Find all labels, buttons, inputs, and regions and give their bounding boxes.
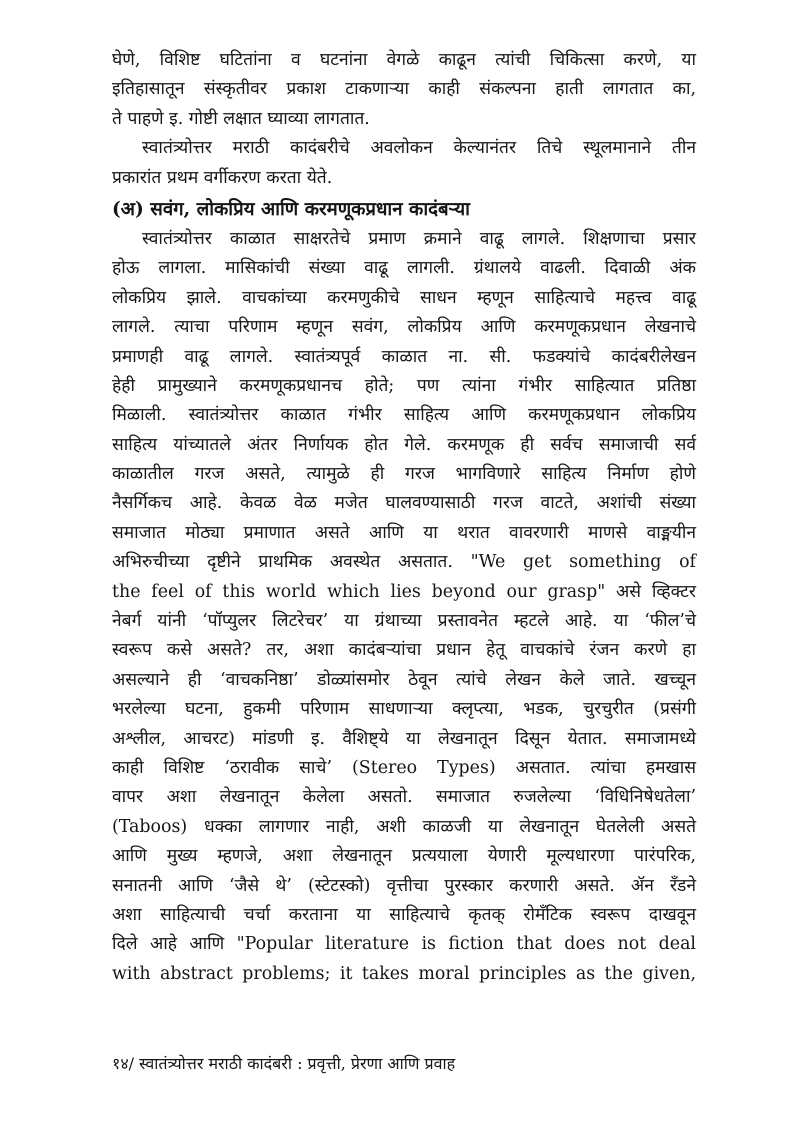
text-line: मिळाली. स्वातंत्र्योत्तर काळात गंभीर साहित्य आणि करमणूकप्रधान लोकप्रिय — [112, 405, 696, 426]
text-line: स्वातंत्र्योत्तर मराठी कादंबरीचे अवलोकन केल्यानंतर तिचे स्थूलमानाने तीन — [142, 138, 696, 159]
text-line: अभिरुचीच्या दृष्टीने प्राथमिक अवस्थेत असतात. "We get something of — [112, 552, 696, 573]
text-line: वापर अशा लेखनातून केलेला असतो. समाजात रुजलेल्या ‘विधिनिषेधतेला’ — [112, 787, 696, 808]
text-line: (Taboos) धक्का लागणार नाही, अशी काळजी या लेखनातून घेतलेली असते — [112, 816, 696, 837]
text-line: काही विशिष्ट ‘ठरावीक साचे’ (Stereo Types) असतात. त्यांचा हमखास — [112, 757, 696, 778]
page-footer: १४/ स्वातंत्र्योत्तर मराठी कादंबरी : प्रवृत्ती, प्रेरणा आणि प्रवाह — [112, 1054, 456, 1073]
classification-paragraph — [112, 134, 696, 193]
text-line: लागले. त्याचा परिणाम म्हणून सवंग, लोकप्रिय आणि करमणूकप्रधान लेखनाचे — [112, 317, 696, 338]
text-line: अश्लील, आचरट) मांडणी इ. वैशिष्ट्ये या लेखनातून दिसून येतात. समाजामध्ये — [112, 728, 696, 749]
text-line: भरलेल्या घटना, हुकमी परिणाम साधणाऱ्या क्लृप्त्या, भडक, चुरचुरीत (प्रसंगी — [112, 699, 696, 720]
text-line: घेणे, विशिष्ट घटितांना व घटनांना वेगळे काढून त्यांची चिकित्सा करणे, या — [112, 50, 696, 70]
text-line: हेही प्रामुख्याने करमणूकप्रधानच होते; पण त्यांना गंभीर साहित्यात प्रतिष्ठा — [112, 375, 696, 396]
text-line: आणि मुख्य म्हणजे, अशा लेखनातून प्रत्ययाला येणारी मूल्यधारणा पारंपरिक, — [112, 846, 696, 867]
text-line: होऊ लागला. मासिकांची संख्या वाढू लागली. ग्रंथालये वाढली. दिवाळी अंक — [112, 258, 696, 279]
text-line: प्रकारांत प्रथम वर्गीकरण करता येते. — [112, 167, 333, 188]
intro-paragraph — [112, 46, 696, 134]
text-line: सनातनी आणि ‘जैसे थे’ (स्टेटस्को) वृत्तीचा पुरस्कार करणारी असते. ॲन रँडने — [112, 875, 696, 896]
text-line: नैसर्गिकच आहे. केवळ वेळ मजेत घालवण्यासाठी गरज वाटते, अशांची संख्या — [112, 493, 696, 514]
page-body — [112, 46, 696, 989]
text-line: काळातील गरज असते, त्यामुळे ही गरज भागविणारे साहित्य निर्माण होणे — [112, 464, 696, 485]
text-line: साहित्य यांच्यातले अंतर निर्णायक होत गेले. करमणूक ही सर्वच समाजाची सर्व — [112, 434, 696, 455]
text-line: इतिहासातून संस्कृतीवर प्रकाश टाकणाऱ्या काही संकल्पना हाती लागतात का, — [112, 79, 696, 100]
text-line: नेबर्ग यांनी ‘पॉप्युलर लिटरेचर’ या ग्रंथाच्या प्रस्तावनेत म्हटले आहे. या ‘फील’चे — [112, 611, 696, 632]
text-line: लोकप्रिय झाले. वाचकांच्या करमणुकीचे साधन म्हणून साहित्याचे महत्त्व वाढू — [112, 287, 696, 308]
text-line: समाजात मोठ्या प्रमाणात असते आणि या थरात वावरणारी माणसे वाङ्मयीन — [112, 522, 696, 543]
text-line: the feel of this world which lies beyond our grasp" असे व्हिक्टर — [112, 581, 696, 602]
body-paragraph — [112, 225, 696, 989]
text-line: प्रमाणही वाढू लागले. स्वातंत्र्यपूर्व काळात ना. सी. फडक्यांचे कादंबरीलेखन — [112, 346, 696, 367]
text-line: अशा साहित्याची चर्चा करताना या साहित्याचे कृतक् रोमँटिक स्वरूप दाखवून — [112, 904, 696, 925]
section-heading: (अ) सवंग, लोकप्रिय आणि करमणूकप्रधान कादंबऱ्या — [112, 198, 470, 220]
text-line: स्वातंत्र्योत्तर काळात साक्षरतेचे प्रमाण क्रमाने वाढू लागले. शिक्षणाचा प्रसार — [142, 228, 696, 249]
text-line: ते पाहणे इ. गोष्टी लक्षात घ्याव्या लागतात. — [112, 108, 370, 129]
text-line: स्वरूप कसे असते? तर, अशा कादंबऱ्यांचा प्रधान हेतू वाचकांचे रंजन करणे हा — [112, 640, 696, 661]
text-line: दिले आहे आणि "Popular literature is fiction that does not deal — [112, 934, 696, 955]
text-line: with abstract problems; it takes moral principles as the given, — [112, 963, 696, 984]
text-line: असल्याने ही ‘वाचकनिष्ठा’ डोळ्यांसमोर ठेवून त्यांचे लेखन केले जाते. खच्चून — [112, 669, 696, 690]
